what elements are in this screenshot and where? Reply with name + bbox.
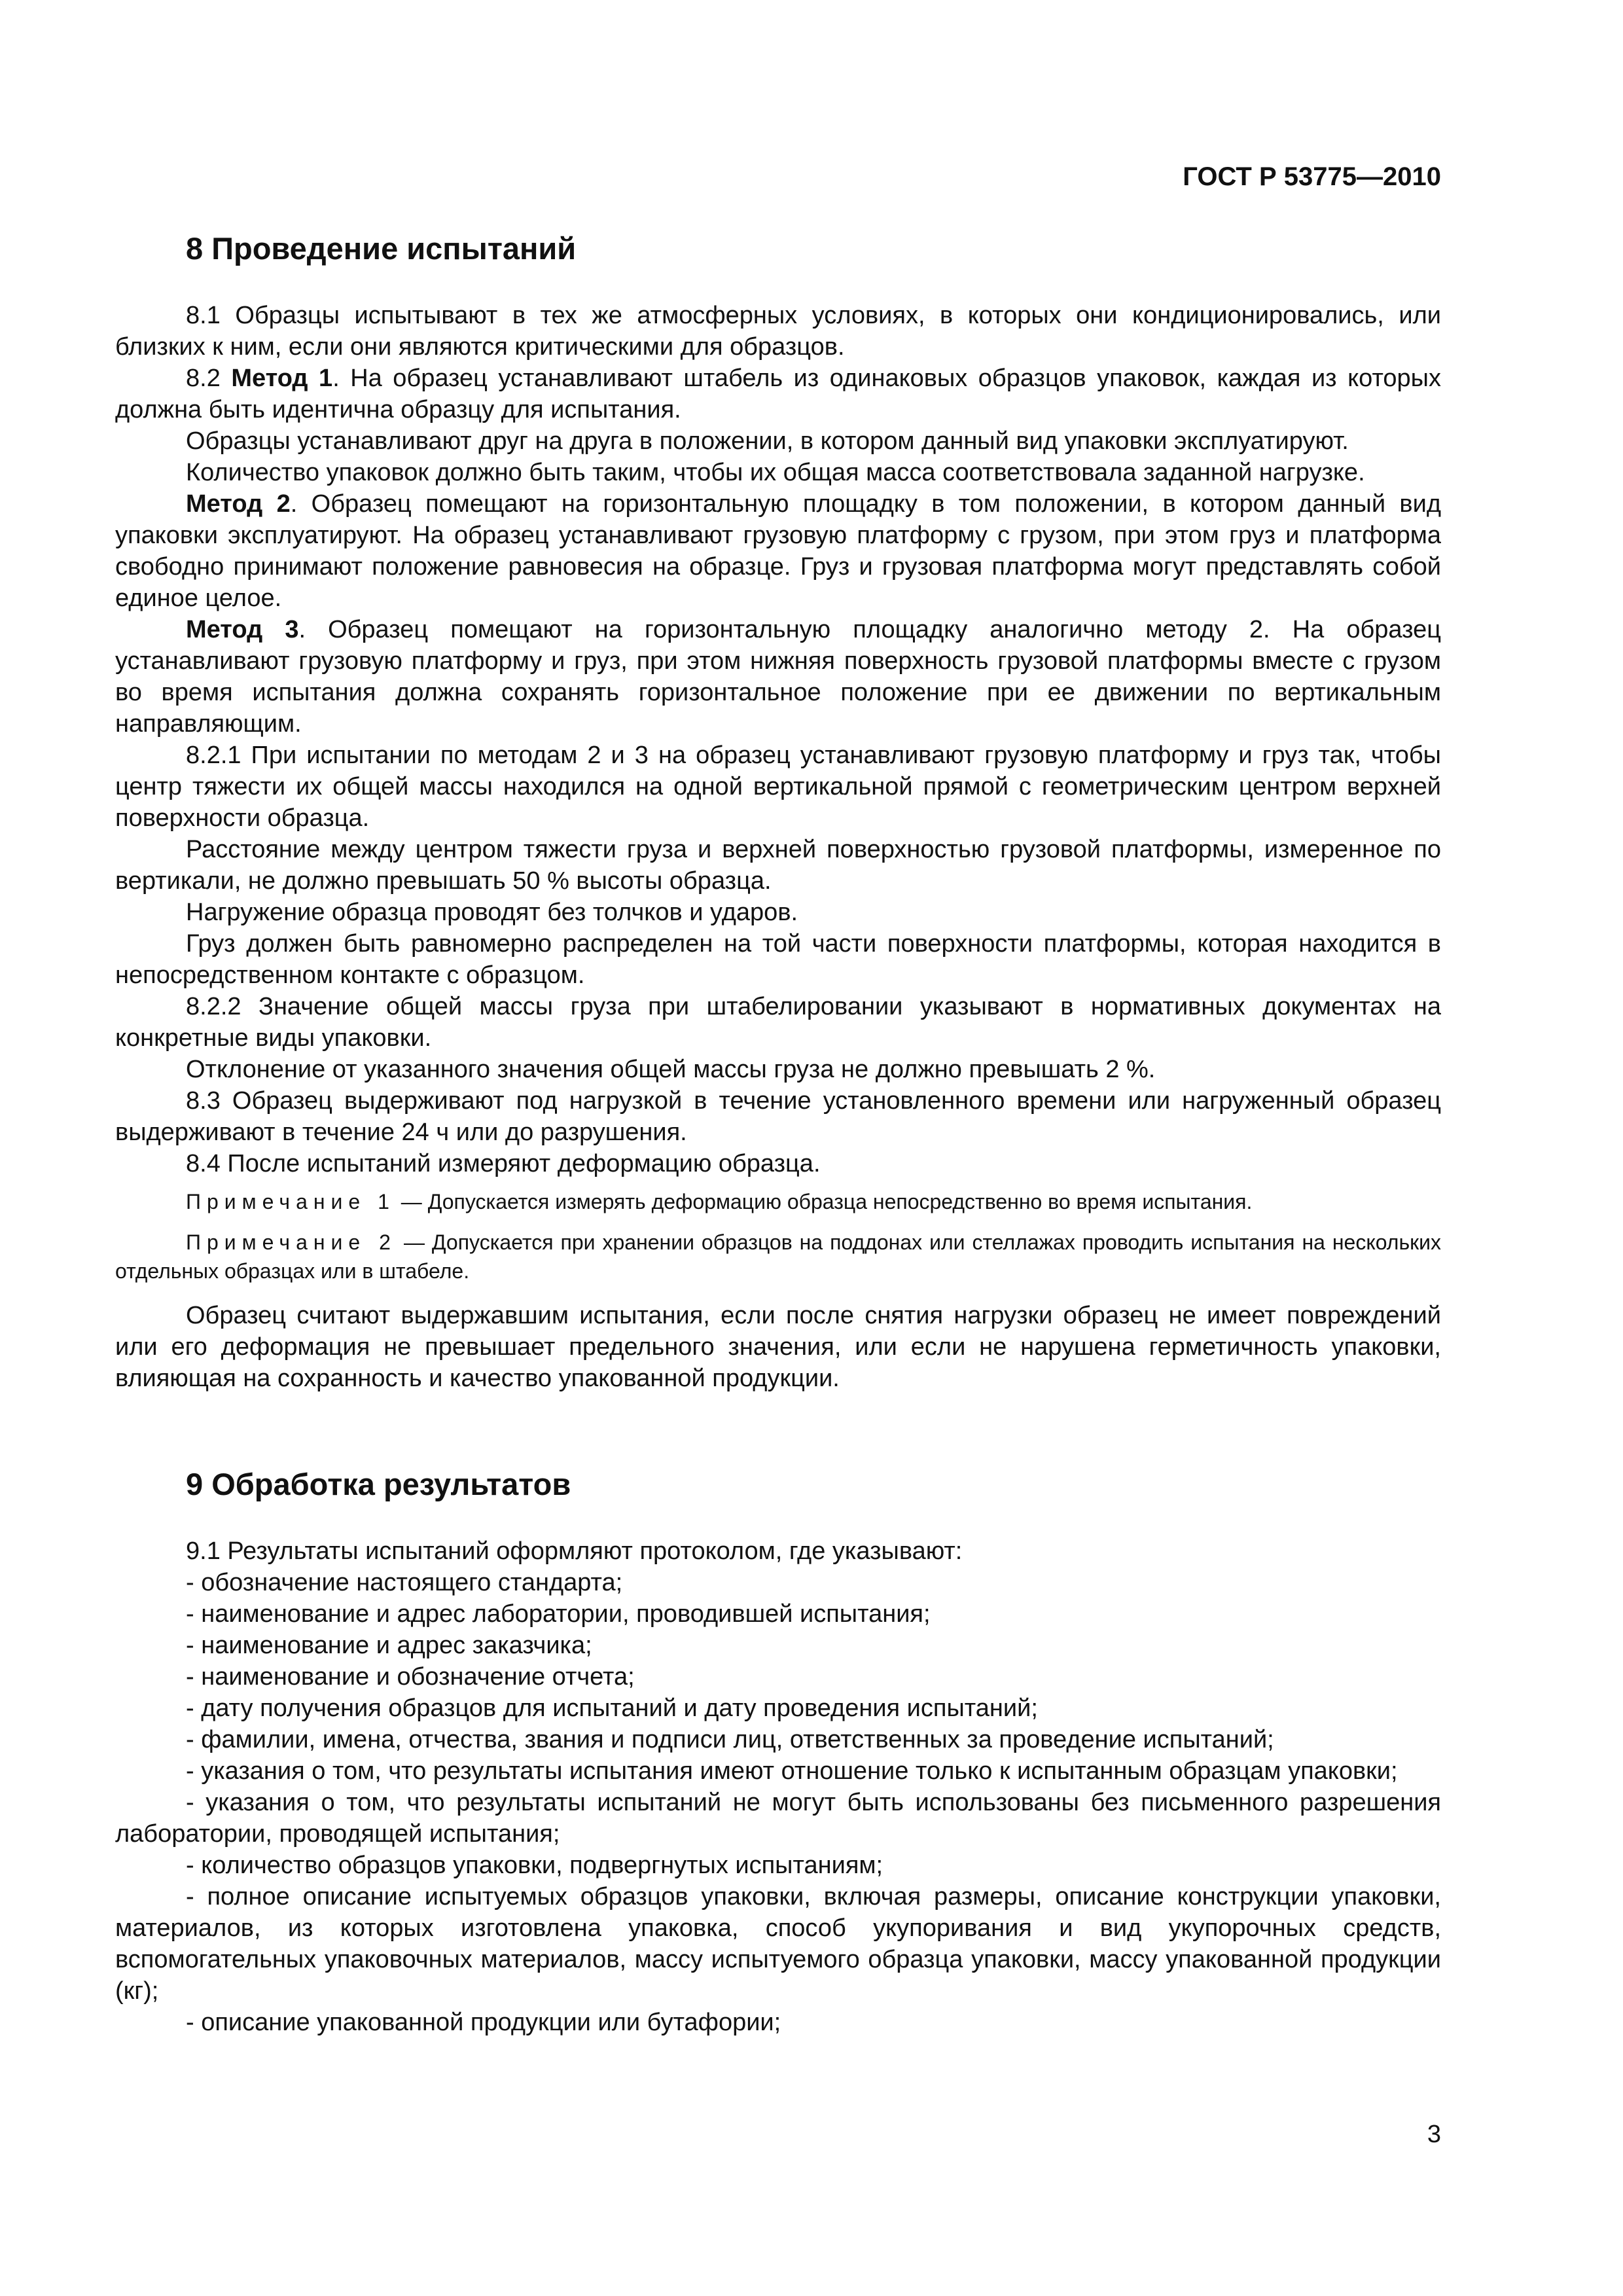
section-8-title: 8 Проведение испытаний [186, 231, 577, 266]
paragraph-deviation: Отклонение от указанного значения общей массы груза не должно превышать 2 %. [186, 1056, 1156, 1083]
section-9-title: 9 Обработка результатов [186, 1467, 571, 1501]
list-item: - фамилии, имена, отчества, звания и подписи лиц, ответственных за проведение испытаний; [186, 1726, 1274, 1753]
note-2-label: Примечание 2 [186, 1230, 397, 1254]
note-2 [115, 1228, 1441, 1285]
list-item: - количество образцов упаковки, подвергнутых испытаниям; [186, 1852, 883, 1879]
paragraph-8-2 [115, 363, 1441, 425]
paragraph-8-2-2: 8.2.2 Значение общей массы груза при штабелировании указывают в нормативных документах на конкретные виды упаковки. [115, 993, 1441, 1052]
note-1-text: — Допускается измерять деформацию образца непосредственно во время испытания. [395, 1190, 1253, 1213]
paragraph-8-3: 8.3 Образец выдерживают под нагрузкой в течение установленного времени или нагруженный образец выдерживают в течение 24 ч или до разрушения. [115, 1087, 1441, 1146]
list-item: - описание упакованной продукции или бутафории; [186, 2009, 781, 2036]
note-1-label: Примечание 1 [186, 1190, 395, 1213]
method-3-text: . Образец помещают на горизонтальную площадку аналогично методу 2. На образец устанавливают грузовую платформу и груз, при этом нижняя поверхность грузовой платформы вместе с грузом во время испытания должна сохранять горизонтальное положение при ее движении по вертикальным направляющим. [115, 616, 1441, 738]
list-item: - указания о том, что результаты испытания имеют отношение только к испытанным образцам упаковки; [186, 1757, 1398, 1785]
list-item: - обозначение настоящего стандарта; [186, 1569, 623, 1596]
method-2-text: . Образец помещают на горизонтальную площадку в том положении, в котором данный вид упаковки эксплуатируют. На образец устанавливают грузовую платформу с грузом, при этом груз и платформа свободно принимают положение равновесия на образце. Груз и грузовая платформа могут представлять собой единое целое. [115, 490, 1441, 612]
paragraph-quantity: Количество упаковок должно быть таким, чтобы их общая масса соответствовала заданной нагрузке. [186, 459, 1365, 486]
list-item: - наименование и адрес лаборатории, проводившей испытания; [186, 1600, 931, 1628]
document-code: ГОСТ Р 53775—2010 [1183, 162, 1441, 191]
paragraph-distance: Расстояние между центром тяжести груза и верхней поверхностью грузовой платформы, измеренное по вертикали, не должно превышать 50 % высоты образца. [115, 836, 1441, 895]
paragraph-9-1: 9.1 Результаты испытаний оформляют протоколом, где указывают: [186, 1537, 963, 1565]
list-item: - указания о том, что результаты испытаний не могут быть использованы без письменного разрешения лаборатории, проводящей испытания; [115, 1789, 1441, 1848]
paragraph-8-2-1: 8.2.1 При испытании по методам 2 и 3 на образец устанавливают грузовую платформу и груз так, чтобы центр тяжести их общей массы находился на одной вертикальной прямой с геометрическим центром верхней поверхности образца. [115, 742, 1441, 832]
note-1 [115, 1187, 1441, 1216]
list-item: - наименование и адрес заказчика; [186, 1632, 592, 1659]
paragraph-loading: Нагружение образца проводят без толчков и ударов. [186, 899, 798, 926]
paragraph-method-2 [115, 488, 1441, 614]
page-number: 3 [1427, 2121, 1441, 2148]
list-item: - полное описание испытуемых образцов упаковки, включая размеры, описание конструкции упаковки, материалов, из которых изготовлена упаковка, способ укупоривания и вид укупорочных средств, вспомогательных упаковочных материалов, массу испытуемого образца упаковки, массу упакованной продукции (кг); [115, 1883, 1441, 2005]
list-item: - дату получения образцов для испытаний и дату проведения испытаний; [186, 1695, 1038, 1722]
method-1-text: . На образец устанавливают штабель из одинаковых образцов упаковок, каждая из которых должна быть идентична образцу для испытания. [115, 365, 1441, 423]
section-8 [115, 229, 1441, 1394]
paragraph-method-3 [115, 614, 1441, 740]
paragraph-acceptance: Образец считают выдержавшим испытания, если после снятия нагрузки образец не имеет повреждений или его деформация не превышает предельного значения, или если не нарушена герметичность упаковки, влияющая на сохранность и качество упакованной продукции. [115, 1302, 1441, 1392]
section-9 [115, 1465, 1441, 2038]
list-item: - наименование и обозначение отчета; [186, 1663, 635, 1691]
paragraph-8-4: 8.4 После испытаний измеряют деформацию образца. [186, 1150, 821, 1177]
paragraph-8-1: 8.1 Образцы испытывают в тех же атмосферных условиях, в которых они кондиционировались, или близких к ним, если они являются критическими для образцов. [115, 302, 1441, 361]
paragraph-distribution: Груз должен быть равномерно распределен на той части поверхности платформы, которая находится в непосредственном контакте с образцом. [115, 930, 1441, 989]
method-3-label: Метод 3 [186, 616, 299, 643]
clause-number: 8.2 [186, 365, 232, 392]
method-2-label: Метод 2 [186, 490, 291, 518]
method-1-label: Метод 1 [231, 365, 333, 392]
paragraph-stacking: Образцы устанавливают друг на друга в положении, в котором данный вид упаковки эксплуатируют. [186, 427, 1349, 455]
note-2-text: — Допускается при хранении образцов на поддонах или стеллажах проводить испытания на нескольких отдельных образцах или в штабеле. [115, 1230, 1442, 1283]
